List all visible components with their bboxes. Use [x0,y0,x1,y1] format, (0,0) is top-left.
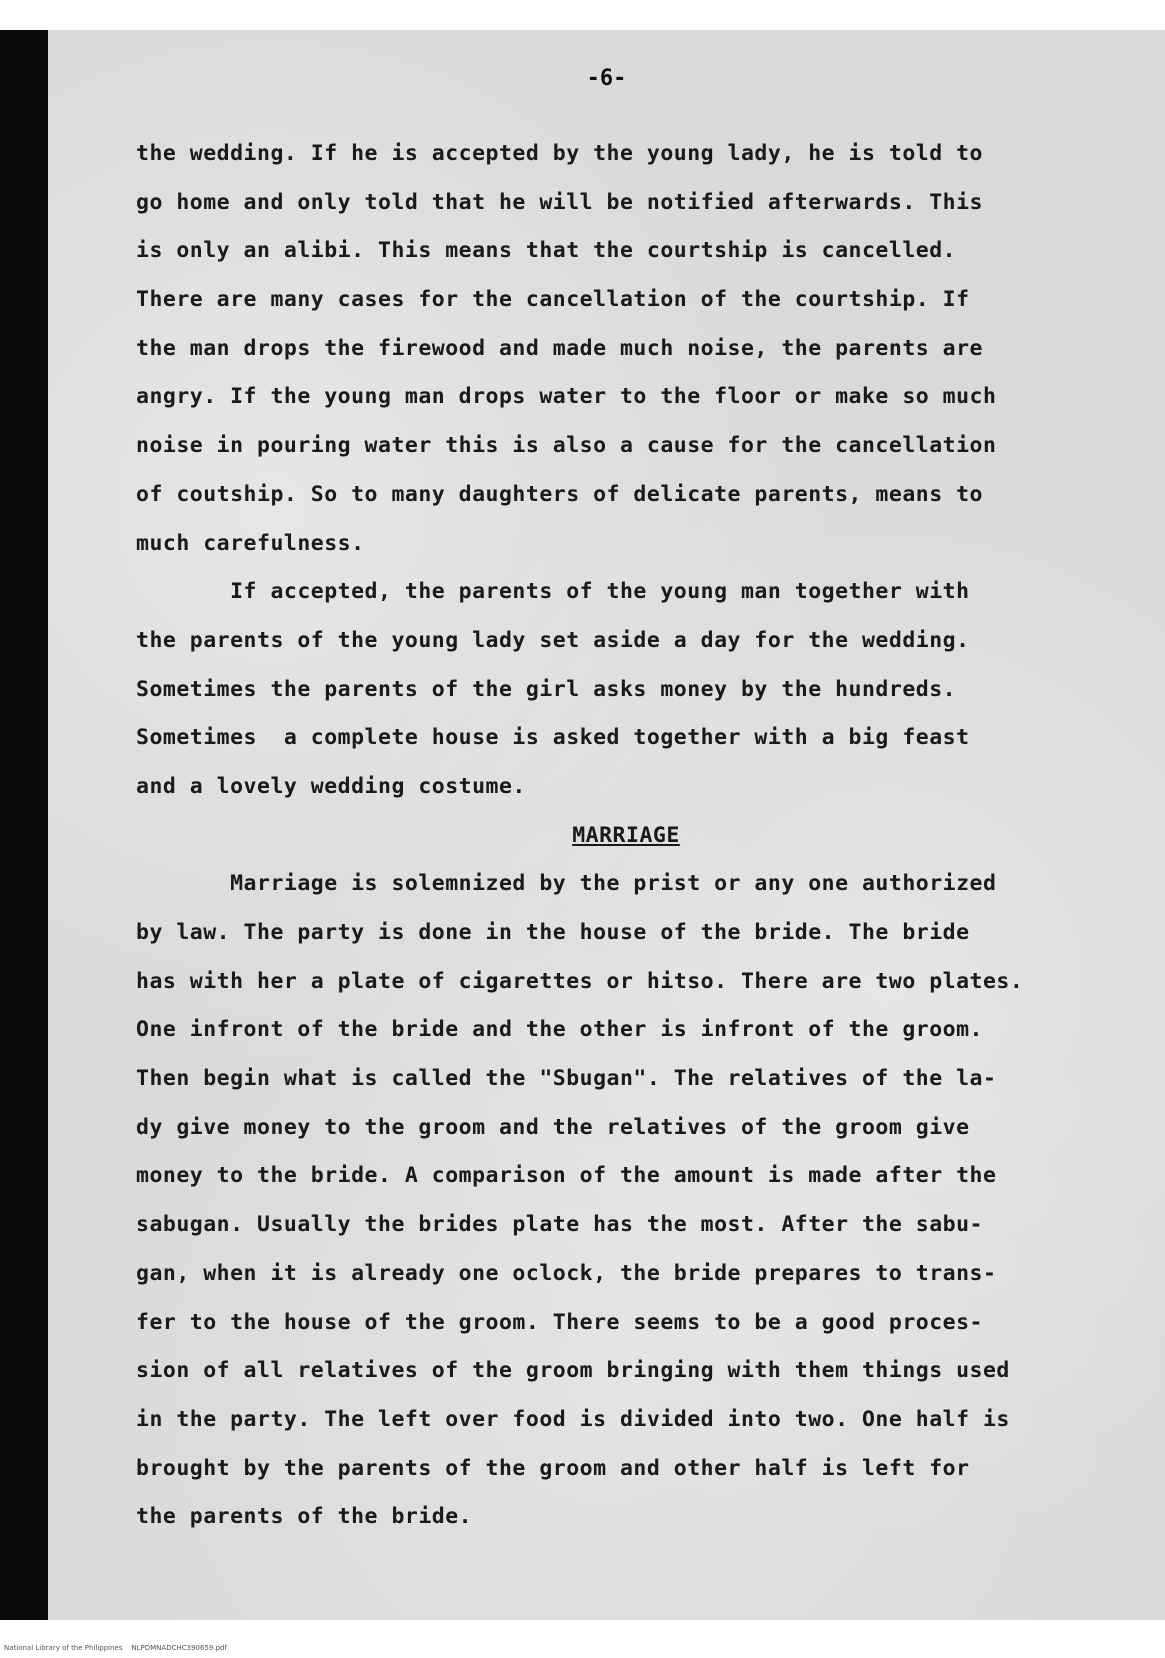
text-line: and a lovely wedding costume. [136,773,526,799]
text-line: If accepted, the parents of the young man together with [136,579,970,605]
text-line: go home and only told that he will be notified afterwards. This [136,189,983,215]
text-line: dy give money to the groom and the relatives of the groom give [136,1114,970,1140]
text-line: Marriage is solemnized by the prist or any one authorized [136,871,997,897]
paragraph-courtship [136,130,1156,568]
text-line: fer to the house of the groom. There seems to be a good proces- [136,1309,983,1335]
text-line: angry. If the young man drops water to the floor or make so much [136,384,997,410]
document-page [48,30,1165,1620]
text-line: by law. The party is done in the house of the bride. The bride [136,920,970,945]
text-line: gan, when it is already one oclock, the bride prepares to trans- [136,1260,997,1286]
section-heading-marriage: MARRIAGE [572,822,680,848]
scan-black-edge [0,30,48,1620]
text-line: One infront of the bride and the other is infront of the groom. [136,1017,983,1043]
text-line: the man drops the firewood and made much noise, the parents are [136,335,983,361]
text-line: in the party. The left over food is divided into two. One half is [136,1406,1010,1432]
text-line: the parents of the young lady set aside a day for the wedding. [136,627,970,653]
text-line: the wedding. If he is accepted by the young lady, he is told to [136,141,983,166]
text-line: brought by the parents of the groom and other half is left for [136,1455,970,1481]
text-line: sabugan. Usually the brides plate has the most. After the sabu- [136,1212,983,1238]
text-line: Then begin what is called the "Sbugan". The relatives of the la- [136,1066,997,1092]
text-line: the parents of the bride. [136,1504,473,1530]
text-line: of coutship. So to many daughters of delicate parents, means to [136,481,983,507]
text-line: noise in pouring water this is also a cause for the cancellation [136,433,997,459]
text-line: is only an alibi. This means that the courtship is cancelled. [136,238,957,264]
text-line: Sometimes a complete house is asked together with a big feast [136,725,970,751]
text-line: has with her a plate of cigarettes or hitso. There are two plates. [136,968,1024,994]
text-line: There are many cases for the cancellation of the courtship. If [136,287,970,313]
archive-footer: National Library of the Philippines NLPDMNADCHC390659.pdf [4,1644,227,1652]
body-text [136,130,1156,1542]
text-line: much carefulness. [136,530,365,556]
paragraph-marriage [136,860,1156,1542]
text-line: Sometimes the parents of the girl asks money by the hundreds. [136,676,957,702]
paragraph-accepted [136,568,1156,811]
text-line: money to the bride. A comparison of the amount is made after the [136,1163,997,1189]
text-line: sion of all relatives of the groom bringing with them things used [136,1358,1010,1384]
page-number: -6- [586,66,627,91]
